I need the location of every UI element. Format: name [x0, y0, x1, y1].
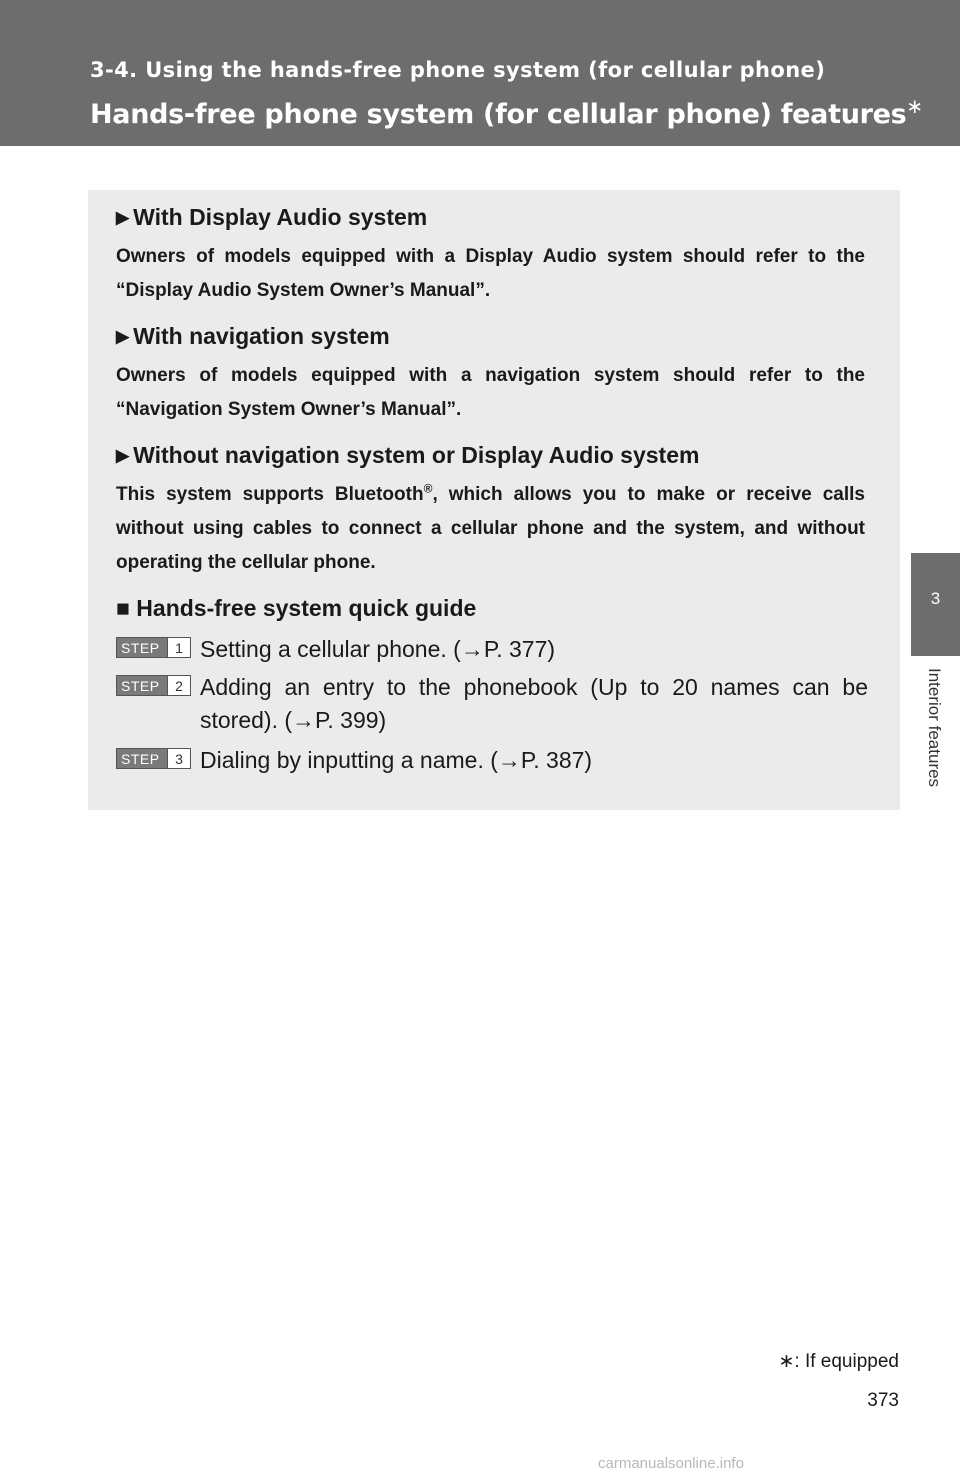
watermark: carmanualsonline.info	[598, 1455, 744, 1472]
chapter-label: Interior features	[925, 668, 944, 788]
page-header	[0, 0, 960, 146]
step-badge	[116, 637, 191, 658]
step-label: STEP	[121, 751, 160, 767]
step-number: 3	[167, 749, 190, 768]
chapter-tab[interactable]	[911, 553, 960, 656]
paragraph-text: This system supports Bluetooth	[116, 484, 424, 505]
subheading-text: With navigation system	[133, 323, 390, 349]
subheading-navigation	[116, 323, 390, 350]
subheading-without-navigation	[116, 442, 699, 469]
footnote: ∗: If equipped	[778, 1351, 899, 1372]
subheading-text: Without navigation system or Display Audio system	[133, 442, 700, 468]
arrow-right-icon: ▶	[116, 208, 130, 227]
quick-guide-title: Hands-free system quick guide	[136, 595, 477, 621]
step-number: 1	[167, 638, 190, 657]
step-badge	[116, 748, 191, 769]
subheading-text: With Display Audio system	[133, 204, 428, 230]
step-number: 2	[167, 676, 190, 695]
step-label: STEP	[121, 678, 160, 694]
paragraph-text: , which allows you to make or receive calls without using cables to connect a cellular phone and the system, and without operating the cellular phone.	[116, 484, 865, 573]
arrow-right-icon: ▶	[116, 327, 130, 346]
step-text: Dialing by inputting a name. (→P. 387)	[200, 747, 593, 773]
page-title-text: Hands-free phone system (for cellular phone) features	[90, 99, 907, 130]
step-badge	[116, 675, 191, 696]
paragraph-display-audio: Owners of models equipped with a Display Audio system should refer to the “Display Audio System Owner’s Manual”.	[116, 246, 865, 301]
section-label: 3-4. Using the hands-free phone system (for cellular phone)	[90, 58, 826, 82]
page-title	[90, 94, 923, 130]
step-text: Setting a cellular phone. (→P. 377)	[200, 636, 556, 662]
arrow-right-icon: ▶	[116, 446, 130, 465]
registered-mark: ®	[423, 481, 433, 496]
chapter-number: 3	[930, 589, 941, 608]
quick-guide-heading	[116, 595, 476, 622]
step-text: Adding an entry to the phonebook (Up to 20 names can be stored). (→P. 399)	[200, 674, 868, 733]
page-number: 373	[867, 1390, 899, 1411]
square-bullet-icon: ■	[116, 595, 130, 621]
if-equipped-mark: ∗	[906, 94, 923, 118]
paragraph-bluetooth	[116, 478, 865, 580]
subheading-display-audio	[116, 204, 427, 231]
paragraph-navigation: Owners of models equipped with a navigation system should refer to the “Navigation System Owner’s Manual”.	[116, 365, 865, 420]
step-label: STEP	[121, 640, 160, 656]
